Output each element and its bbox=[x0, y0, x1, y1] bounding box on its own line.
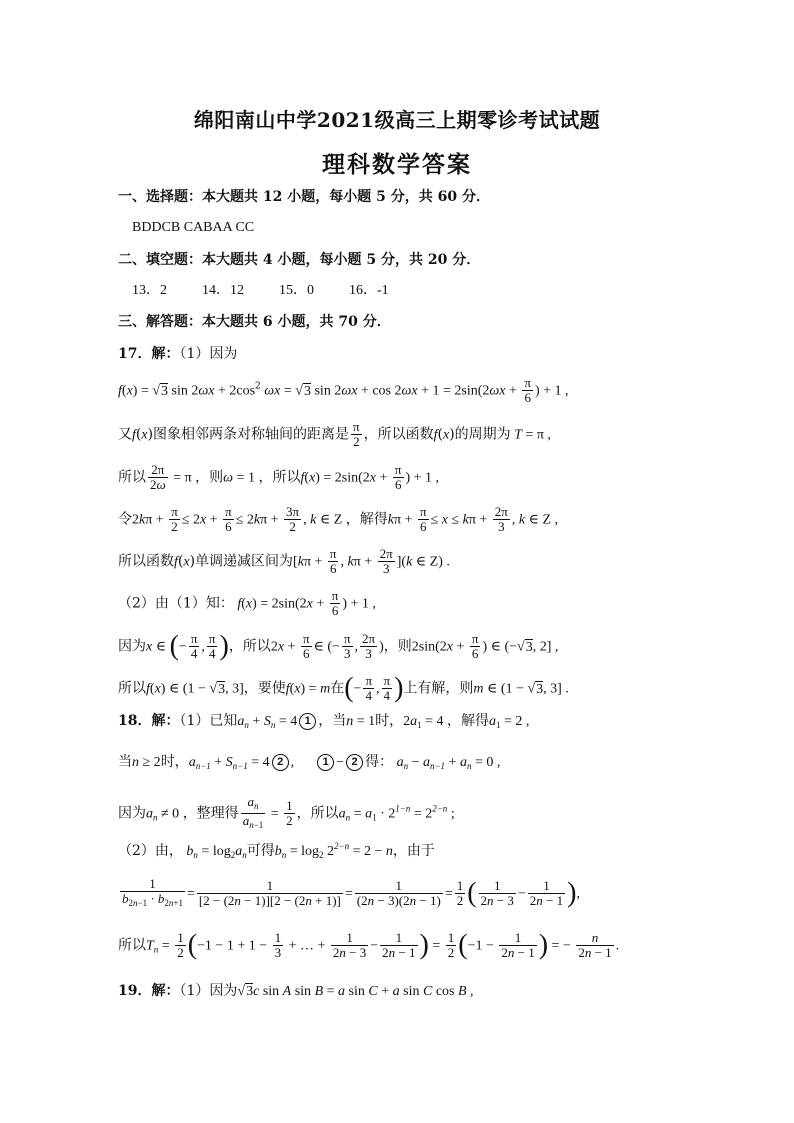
q17-formula-expansion: f(x) = √3 $\sin 2\omega x + 2\cos^2$ ωx = √3 sin 2ωx + cos 2ωx + 1 = 2sin(2ωx + $\frac{\pi}{6}$ ) + 1 , bbox=[118, 375, 569, 405]
q17-omega: 所以 $\frac{2\pi}{2\omega}$ = π ，则ω = 1 ，所以f(x) = 2sin(2x + $\frac{\pi}{6}$ ) + 1 , bbox=[118, 462, 440, 492]
page-title: 绵阳南山中学2021级高三上期零诊考试试题 bbox=[193, 108, 601, 132]
q19-part1: 19．解：（1）因为√3c sin A sin B = a sin C + a sin C cos B , bbox=[118, 983, 474, 999]
section-choice-heading: 一、选择题：本大题共 12 小题，每小题 5 分，共 60 分． bbox=[118, 189, 490, 205]
q19-number: 19．解： bbox=[118, 983, 180, 999]
page-subtitle: 理科数学答案 bbox=[322, 151, 472, 178]
choice-answers: BDDCB CABAA CC bbox=[132, 220, 255, 235]
q17-intro: 17．解：（1）因为 bbox=[118, 346, 238, 362]
q17-period: 又f(x)图象相邻两条对称轴间的距离是 $\frac{\pi}{2}$ ，所以函数f(x)的周期为 T = π , bbox=[118, 419, 551, 449]
section-solution-heading: 三、解答题：本大题共 6 小题，共 70 分． bbox=[118, 314, 391, 330]
q18-general-term: 因为$a_n \ne 0$ ，整理得 $\frac{a_n}{a_{n-1}}$ = $\frac{1}{2}$ ，所以$a_n = a_1 \cdot 2^{1-n} = 2^{2-n}$ ; bbox=[118, 794, 455, 830]
fill-answers: 13．2 14．12 15．0 16．-1 bbox=[132, 283, 389, 298]
q18-sum: 所以$T_n$ = $\frac{1}{2}$ (−1 − 1 + 1 − $\frac{1}{3}$ + … + $\frac{1}{2n - 3}$ − $\frac{1}{2n - 1}$ ) = $\frac{1}{2}$ (−1 − $\frac{1}{2n - 1}$ ) = − $\frac{n}{2n - 1}$ . bbox=[118, 929, 620, 961]
q17-range: 因为x ∈ (− $\frac{\pi}{4}$ , $\frac{\pi}{4}$ )，所以2x + $\frac{\pi}{6}$ ∈ (− $\frac{\pi}{3}$ , $\frac{2\pi}{3}$ )，则2sin(2x + $\frac{\pi}{6}$ ) ∈ (−√3, 2] , bbox=[118, 630, 559, 662]
q18-split-fraction: $\frac{1}{b_{2n-1} \cdot b_{2n+1}}$ = $\frac{1}{[2 - (2n - 1)][2 - (2n + 1)]}$ = $\frac{1}{(2n - 3)(2n - 1)}$ = $\frac{1}{2}$ ( $\frac{1}{2n - 3}$ − $\frac{1}{2n - 1}$ ), bbox=[122, 876, 580, 909]
section-fill-heading: 二、填空题：本大题共 4 小题，每小题 5 分，共 20 分． bbox=[118, 252, 481, 268]
q17-decreasing-interval: 所以函数f(x)单调递减区间为[kπ + $\frac{\pi}{6}$ , kπ + $\frac{2\pi}{3}$ ](k ∈ Z) . bbox=[118, 546, 450, 576]
q17-number: 17．解： bbox=[118, 346, 180, 362]
q17-part2-intro: （2）由（1）知： f(x) = 2sin(2x + $\frac{\pi}{6}$ ) + 1 , bbox=[118, 588, 376, 618]
q17-inequality: 令2kπ + $\frac{\pi}{2}$ ≤ 2x + $\frac{\pi}{6}$ ≤ 2kπ + $\frac{3\pi}{2}$ , k ∈ Z ，解得kπ + $\frac{\pi}{6}$ ≤ x ≤ kπ + $\frac{2\pi}{3}$ , k ∈ Z , bbox=[118, 504, 559, 534]
q18-number: 18．解： bbox=[118, 713, 180, 729]
q18-part2: （2）由， $b_n = \log_2a_n$可得$b_n = \log_2 2^{2-n} = 2 - n$，由于 bbox=[118, 841, 435, 860]
q18-recurrence: 当n ≥ 2时，$a_{n-1} + S_{n-1} = 4$ 2 , 1 − 2 得： $a_n - a_{n-1} + a_n = 0$ , bbox=[118, 754, 501, 771]
q18-part1: 18．解：（1）已知$a_n + S_n = 4$ 1 ，当n = 1时，$2a_1 = 4$ ，解得$a_1 = 2$ , bbox=[118, 713, 530, 730]
q17-conclusion: 所以f(x) ∈ (1 − √3, 3]，要使f(x) = m在(− $\frac{\pi}{4}$ , $\frac{\pi}{4}$ )上有解，则m ∈ (1 − √3, 3] . bbox=[118, 672, 569, 704]
